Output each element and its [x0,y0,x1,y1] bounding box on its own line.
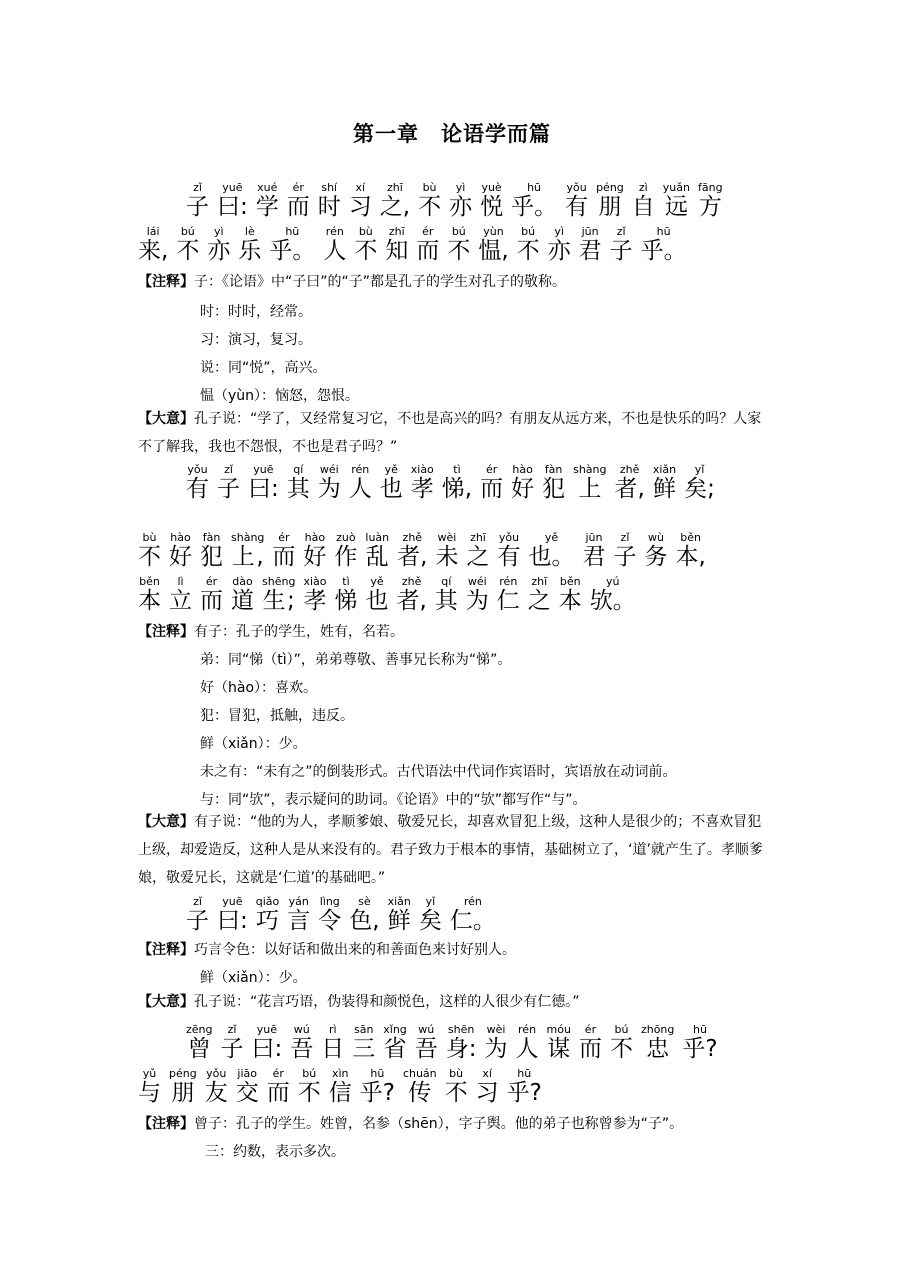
pinyin: yě [528,531,575,544]
character-with-pinyin: 子zǐ [613,531,637,570]
character-with-pinyin: 本,běn [675,531,706,570]
page-title: 第一章 论语学而篇 [353,122,551,146]
character-with-pinyin: 朋péng [596,181,624,220]
pinyin: zhī [527,575,551,588]
pinyin: yì [547,225,571,238]
pinyin: ér [200,575,223,588]
pinyin: zì [631,181,655,194]
character-with-pinyin: 曰:yuē [217,895,248,934]
character-with-pinyin: 子zǐ [609,225,633,264]
character-with-pinyin: 而ér [578,1023,602,1062]
annotation-text: 子：《论语》中“子曰”的“子”都是孔子的学生对孔子的敬称。 [194,274,567,290]
character-with-pinyin: 乱luàn [365,531,390,570]
pinyin: běn [138,575,161,588]
character-with-pinyin: 君jūn [578,225,602,264]
pinyin: qí [434,575,458,588]
pinyin: fàn [200,531,223,544]
pinyin: jūn [578,225,602,238]
character-with-pinyin: 者,zhě [396,575,427,614]
classic-text-line [186,896,504,933]
classic-text-line [138,226,695,263]
pinyin: běn [558,575,582,588]
character-with-pinyin: 学xué [255,181,279,220]
character-with-pinyin: 乐lè [238,225,262,264]
annotation-line [200,790,587,810]
character-with-pinyin: 矣yǐ [418,895,442,934]
annotation-tag: 【注释】 [138,1116,194,1132]
annotation-text: 与：同“欤”，表示疑问的助词。《论语》中的“欤”都写作“与”。 [200,792,587,808]
character-with-pinyin: 之zhī [466,531,490,570]
character-with-pinyin: 鲜xiǎn [652,463,677,502]
pinyin: bú [176,225,200,238]
character-with-pinyin: 忠zhōng [640,1023,675,1062]
pinyin: jūn [582,531,606,544]
pinyin: wéi [465,575,489,588]
pinyin: zhī [466,531,490,544]
annotation-line [138,1114,683,1134]
character-with-pinyin: 子zǐ [186,895,209,934]
classic-text-line [138,532,714,569]
character-with-pinyin: 信xìn [328,1067,352,1106]
character-with-pinyin: 亦yì [449,181,473,220]
pinyin: xǐng [383,1023,407,1036]
character-with-pinyin: 不bú [297,1067,321,1106]
character-with-pinyin: 犯fàn [542,463,566,502]
pinyin: yì [449,181,473,194]
pinyin: zǐ [186,895,209,908]
pinyin: shēng [262,575,296,588]
pinyin: hū [511,181,558,194]
gist-tag: 【大意】 [138,994,194,1010]
annotation-line [200,734,307,754]
character-with-pinyin: 孝xiào [410,463,434,502]
annotation-line [138,622,404,642]
pinyin: shēn [445,1023,477,1036]
character-with-pinyin: 而ér [266,1067,290,1106]
pinyin: ér [266,1067,290,1080]
character-with-pinyin: 知zhī [385,225,409,264]
character-with-pinyin: 好hào [303,531,327,570]
character-with-pinyin: 也yě [365,575,389,614]
character-with-pinyin: 君jūn [582,531,606,570]
annotation-text: 习：演习，复习。 [200,332,312,348]
character-with-pinyin: 省xǐng [383,1023,407,1062]
pinyin: yǐ [684,463,715,476]
character-with-pinyin: 而ér [480,463,504,502]
character-with-pinyin: 而ér [286,181,310,220]
character-with-pinyin: 之,zhī [379,181,411,220]
character-with-pinyin: 悦yuè [480,181,504,220]
character-with-pinyin: 乎?hū [506,1067,542,1106]
pinyin: yuè [480,181,504,194]
pinyin: wéi [317,463,341,476]
character-with-pinyin: 言yán [287,895,311,934]
pinyin: hū [506,1067,542,1080]
character-with-pinyin: 与yǔ [138,1067,161,1106]
gist-paragraph [138,808,768,892]
annotation-line [138,940,516,960]
pinyin: yuē [217,181,248,194]
annotation-tag: 【注释】 [138,624,194,640]
pinyin: rén [323,225,347,238]
pinyin: lái [138,225,169,238]
pinyin: bù [444,1067,468,1080]
pinyin: yùn [478,225,509,238]
character-with-pinyin: 生;shēng [262,575,296,614]
annotation-text: 说：同“悦”，高兴。 [200,360,327,376]
character-with-pinyin: 作zuò [334,531,358,570]
character-with-pinyin: 远yuǎn [662,181,690,220]
character-with-pinyin: 务wù [644,531,668,570]
character-with-pinyin: 道dào [231,575,254,614]
gist-paragraph [138,405,768,461]
character-with-pinyin: 不bù [418,181,442,220]
character-with-pinyin: 方fāng [697,181,723,220]
annotation-text: 有子：孔子的学生，姓有，名若。 [194,624,404,640]
character-with-pinyin: 为wèi [484,1023,508,1062]
pinyin: yǔ [138,1067,161,1080]
pinyin: xiào [303,575,327,588]
annotation-line [200,650,511,670]
pinyin: lìng [318,895,342,908]
pinyin: bú [297,1067,321,1080]
pinyin: zhī [385,225,409,238]
pinyin: běn [675,531,706,544]
pinyin: hū [359,1067,395,1080]
character-with-pinyin: 谋móu [546,1023,571,1062]
character-with-pinyin: 习xí [348,181,372,220]
pinyin: xiào [410,463,434,476]
pinyin: bú [609,1023,633,1036]
annotation-line [200,706,354,726]
pinyin: hū [682,1023,718,1036]
pinyin: yuē [251,1023,283,1036]
character-with-pinyin: 好hào [511,463,535,502]
pinyin: yǒu [565,181,589,194]
pinyin: hū [640,225,687,238]
character-with-pinyin: 乎。hū [511,181,558,220]
character-with-pinyin: 友yǒu [204,1067,228,1106]
pinyin: yě [365,575,389,588]
pinyin: xìn [328,1067,352,1080]
gist-paragraph [138,988,768,1016]
annotation-text: 鲜（xiǎn）：少。 [200,736,307,752]
pinyin: yán [287,895,311,908]
pinyin: fāng [697,181,723,194]
character-with-pinyin: 孝xiào [303,575,327,614]
pinyin: xué [255,181,279,194]
character-with-pinyin: 不bú [609,1023,633,1062]
character-with-pinyin: 上shàng [573,463,607,502]
pinyin: zǐ [613,531,637,544]
gist-text: 孔子说：“花言巧语，伪装得和颜悦色，这样的人很少有仁德。” [194,994,580,1010]
character-with-pinyin: 三sān [352,1023,376,1062]
pinyin: qí [286,463,310,476]
character-with-pinyin: 时shí [317,181,341,220]
classic-text-line [138,576,644,613]
pinyin: shàng [573,463,607,476]
annotation-text: 犯：冒犯，抵触，违反。 [200,708,354,724]
character-with-pinyin: 不bú [447,225,471,264]
character-with-pinyin: 传chuán [402,1067,437,1106]
pinyin: zǐ [186,181,209,194]
character-with-pinyin: 亦yì [207,225,231,264]
character-with-pinyin: 本běn [558,575,582,614]
pinyin: yě [379,463,403,476]
pinyin: ér [480,463,504,476]
pinyin: fàn [542,463,566,476]
character-with-pinyin: 未wèi [435,531,459,570]
pinyin: bù [138,531,161,544]
pinyin: wú [414,1023,438,1036]
annotation-line [205,1142,345,1162]
pinyin: hào [511,463,535,476]
character-with-pinyin: 色,sè [349,895,380,934]
pinyin: zhě [396,575,427,588]
character-with-pinyin: 子zǐ [220,1023,244,1062]
pinyin: shàng [231,531,265,544]
pinyin: yǒu [186,463,209,476]
character-with-pinyin: 曰:yuē [217,181,248,220]
pinyin: yì [207,225,231,238]
gist-tag: 【大意】 [138,411,194,427]
character-with-pinyin: 矣;yǐ [684,463,715,502]
pinyin: zhě [614,463,645,476]
pinyin: rén [348,463,372,476]
character-with-pinyin: 有yǒu [565,181,589,220]
annotation-line [200,968,307,988]
annotation-text: 弟：同“悌（tì）”，弟弟尊敬、善事兄长称为“悌”。 [200,652,512,668]
character-with-pinyin: 鲜xiǎn [387,895,411,934]
character-with-pinyin: 不bú [516,225,540,264]
pinyin: yuē [217,895,248,908]
annotation-text: 曾子：孔子的学生。姓曾，名参（shēn），字子舆。他的弟子也称曾参为“子”。 [194,1116,684,1132]
character-with-pinyin: 而ér [272,531,296,570]
annotation-text: 好（hào）：喜欢。 [200,680,318,696]
classic-text-line [186,1024,726,1061]
pinyin: yuē [248,463,279,476]
character-with-pinyin: 不bú [176,225,200,264]
annotation-line [200,302,312,322]
pinyin: hào [303,531,327,544]
pinyin: jiāo [235,1067,259,1080]
pinyin: qiǎo [255,895,280,908]
pinyin: bú [516,225,540,238]
pinyin: chuán [402,1067,437,1080]
character-with-pinyin: 身:shēn [445,1023,477,1062]
character-with-pinyin: 日rì [321,1023,345,1062]
pinyin: zǐ [217,463,240,476]
annotation-tag: 【注释】 [138,274,194,290]
character-with-pinyin: 人rén [348,463,372,502]
pinyin: rén [449,895,496,908]
character-with-pinyin: 也yě [379,463,403,502]
pinyin: ér [272,531,296,544]
character-with-pinyin: 子zǐ [186,181,209,220]
character-with-pinyin: 者,zhě [397,531,428,570]
pinyin: zǐ [220,1023,244,1036]
character-with-pinyin: 乎。hū [269,225,316,264]
pinyin: xí [475,1067,499,1080]
character-with-pinyin: 而ér [200,575,223,614]
character-with-pinyin: 其qí [434,575,458,614]
pinyin: péng [169,1067,197,1080]
character-with-pinyin: 不bù [138,531,161,570]
character-with-pinyin: 人rén [515,1023,539,1062]
character-with-pinyin: 人rén [323,225,347,264]
pinyin: xí [348,181,372,194]
character-with-pinyin: 子zǐ [217,463,240,502]
pinyin: rén [496,575,520,588]
pinyin: móu [546,1023,571,1036]
classic-text-line [186,182,731,219]
pinyin: hào [169,531,192,544]
pinyin: wù [644,531,668,544]
annotation-text: 巧言令色：以好话和做出来的和善面色来讨好别人。 [194,942,516,958]
pinyin: ér [578,1023,602,1036]
pinyin: yǒu [497,531,521,544]
character-with-pinyin: 悌tì [334,575,358,614]
character-with-pinyin: 交jiāo [235,1067,259,1106]
pinyin: ér [416,225,440,238]
character-with-pinyin: 悌,tì [441,463,473,502]
pinyin: zhōng [640,1023,675,1036]
pinyin: lì [169,575,192,588]
pinyin: zēng [186,1023,213,1036]
character-with-pinyin: 欤。yú [589,575,636,614]
annotation-text: 时：时时，经常。 [200,304,312,320]
pinyin: ér [286,181,310,194]
pinyin: dào [231,575,254,588]
character-with-pinyin: 者,zhě [614,463,645,502]
character-with-pinyin: 乎?hū [359,1067,395,1106]
character-with-pinyin: 乎。hū [640,225,687,264]
pinyin: yǐ [418,895,442,908]
pinyin: rén [515,1023,539,1036]
character-with-pinyin: 习xí [475,1067,499,1106]
character-with-pinyin: 曾zēng [186,1023,213,1062]
pinyin: lè [238,225,262,238]
annotation-line [138,272,566,292]
character-with-pinyin: 为wéi [317,463,341,502]
pinyin: yuǎn [662,181,690,194]
character-with-pinyin: 曰:yuē [251,1023,283,1062]
gist-text: 孔子说：“学了，又经常复习它，不也是高兴的吗？有朋友从远方来，不也是快乐的吗？人家不了解我，我也不怨恨，不也是君子吗？” [138,411,762,455]
pinyin: xiǎn [652,463,677,476]
gist-tag: 【大意】 [138,814,194,830]
character-with-pinyin: 有yǒu [186,463,209,502]
annotation-text: 未之有：“未有之”的倒装形式。古代语法中代词作宾语时，宾语放在动词前。 [200,764,677,780]
character-with-pinyin: 也。yě [528,531,575,570]
annotation-tag: 【注释】 [138,942,194,958]
pinyin: bù [354,225,378,238]
pinyin: zuò [334,531,358,544]
annotation-line [200,358,327,378]
pinyin: zhī [379,181,411,194]
annotation-line [200,330,312,350]
annotation-text: 愠（yùn）：恼怒，怨恨。 [200,388,360,404]
character-with-pinyin: 有yǒu [497,531,521,570]
classic-text-line [138,1068,550,1105]
classic-text-line [186,464,723,501]
character-with-pinyin: 令lìng [318,895,342,934]
character-with-pinyin: 为wéi [465,575,489,614]
pinyin: yú [589,575,636,588]
character-with-pinyin: 不bù [444,1067,468,1106]
character-with-pinyin: 好hào [169,531,192,570]
pinyin: tì [441,463,473,476]
pinyin: xiǎn [387,895,411,908]
character-with-pinyin: 亦yì [547,225,571,264]
character-with-pinyin: 而ér [416,225,440,264]
pinyin: luàn [365,531,390,544]
annotation-line [200,762,677,782]
pinyin: rì [321,1023,345,1036]
pinyin: shí [317,181,341,194]
character-with-pinyin: 曰:yuē [248,463,279,502]
character-with-pinyin: 仁。rén [449,895,496,934]
pinyin: bú [447,225,471,238]
pinyin: hū [269,225,316,238]
character-with-pinyin: 之zhī [527,575,551,614]
pinyin: wèi [484,1023,508,1036]
pinyin: bù [418,181,442,194]
character-with-pinyin: 朋péng [169,1067,197,1106]
character-with-pinyin: 其qí [286,463,310,502]
annotation-line [200,678,317,698]
character-with-pinyin: 乎?hū [682,1023,718,1062]
pinyin: zǐ [609,225,633,238]
character-with-pinyin: 来,lái [138,225,169,264]
annotation-line [200,386,359,406]
pinyin: sān [352,1023,376,1036]
character-with-pinyin: 巧qiǎo [255,895,280,934]
character-with-pinyin: 仁rén [496,575,520,614]
character-with-pinyin: 立lì [169,575,192,614]
character-with-pinyin: 吾wú [414,1023,438,1062]
pinyin: péng [596,181,624,194]
pinyin: yǒu [204,1067,228,1080]
character-with-pinyin: 犯fàn [200,531,223,570]
gist-text: 有子说：“他的为人，孝顺爹娘、敬爱兄长，却喜欢冒犯上级，这种人是很少的；不喜欢冒犯上级，却爱造反，这种人是从来没有的。君子致力于根本的事情，基础树立了，‘道’就产生了。孝顺爹娘，敬爱兄长，这就是‘仁道’的基础吧。” [138,814,763,886]
pinyin: sè [349,895,380,908]
character-with-pinyin: 本běn [138,575,161,614]
pinyin: tì [334,575,358,588]
character-with-pinyin: 不bù [354,225,378,264]
annotation-text: 鲜（xiǎn）：少。 [200,970,307,986]
character-with-pinyin: 上,shàng [231,531,265,570]
character-with-pinyin: 自zì [631,181,655,220]
character-with-pinyin: 吾wú [290,1023,314,1062]
pinyin: wèi [435,531,459,544]
pinyin: zhě [397,531,428,544]
annotation-text: 三：约数，表示多次。 [205,1144,345,1160]
character-with-pinyin: 愠,yùn [478,225,509,264]
pinyin: wú [290,1023,314,1036]
